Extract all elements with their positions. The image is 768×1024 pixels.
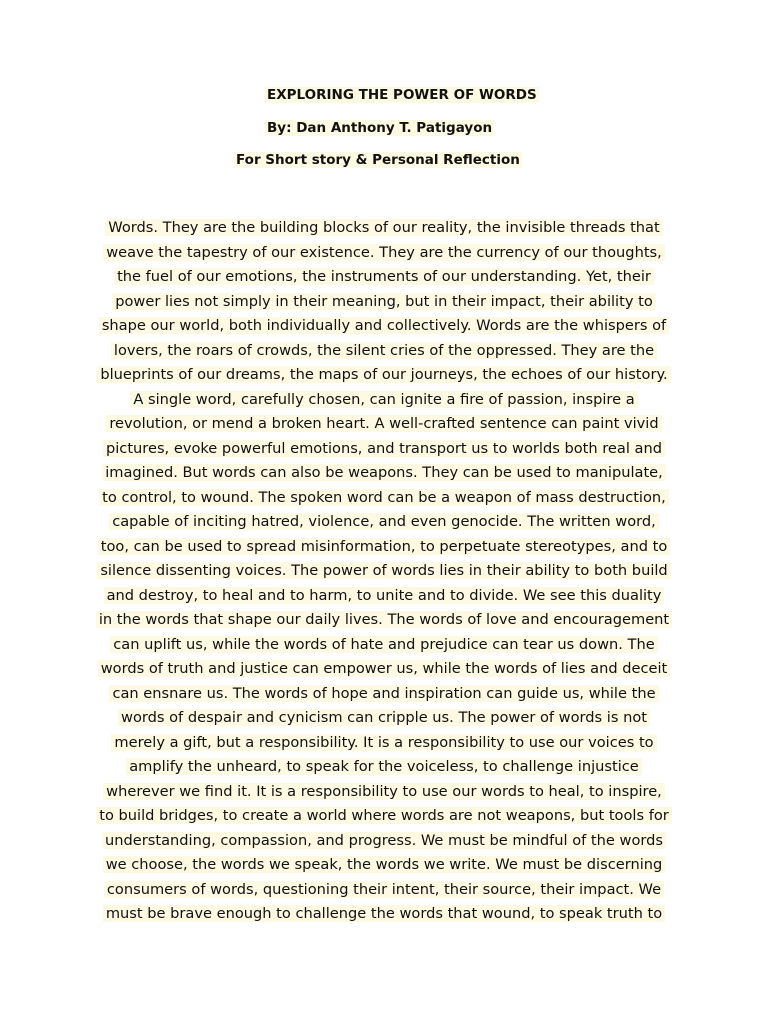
- body-line-text: the fuel of our emotions, the instruments of our understanding. Yet, their: [114, 268, 654, 285]
- body-line: [90, 633, 678, 658]
- body-line-text: can ensnare us. The words of hope and inspiration can guide us, while the: [109, 685, 658, 702]
- body-line-text: silence dissenting voices. The power of words lies in their ability to both build: [97, 562, 670, 579]
- body-line: [90, 755, 678, 780]
- body-line: [90, 853, 678, 878]
- body-line-text: wherever we find it. It is a responsibility to use our words to heal, to inspire,: [103, 783, 665, 800]
- body-line-text: to build bridges, to create a world where words are not weapons, but tools for: [96, 807, 672, 824]
- body-line: [90, 388, 678, 413]
- body-line: [90, 559, 678, 584]
- body-line: [90, 706, 678, 731]
- body-paragraph: [90, 216, 678, 927]
- body-line: [90, 902, 678, 927]
- body-line: [90, 216, 678, 241]
- body-line-text: revolution, or mend a broken heart. A well-crafted sentence can paint vivid: [106, 415, 661, 432]
- body-line: [90, 510, 678, 535]
- body-line: [90, 804, 678, 829]
- body-line: [90, 608, 678, 633]
- body-line-text: capable of inciting hatred, violence, and even genocide. The written word,: [109, 513, 659, 530]
- document-genre-text: For Short story & Personal Reflection: [236, 152, 520, 168]
- body-line: [90, 780, 678, 805]
- document-author: [265, 119, 494, 137]
- body-line: [90, 682, 678, 707]
- body-line-text: imagined. But words can also be weapons. They can be used to manipulate,: [102, 464, 666, 481]
- body-line-text: and destroy, to heal and to harm, to unite and to divide. We see this duality: [104, 587, 665, 604]
- body-line-text: words of truth and justice can empower us, while the words of lies and deceit: [98, 660, 671, 677]
- body-line: [90, 829, 678, 854]
- body-line-text: we choose, the words we speak, the words we write. We must be discerning: [103, 856, 666, 873]
- body-line: [90, 314, 678, 339]
- body-line-text: blueprints of our dreams, the maps of our journeys, the echoes of our history.: [97, 366, 670, 383]
- body-line: [90, 363, 678, 388]
- body-line: [90, 657, 678, 682]
- body-line: [90, 412, 678, 437]
- body-line: [90, 878, 678, 903]
- body-line-text: consumers of words, questioning their intent, their source, their impact. We: [104, 881, 664, 898]
- body-line-text: shape our world, both individually and collectively. Words are the whispers of: [99, 317, 669, 334]
- body-line-text: Words. They are the building blocks of our reality, the invisible threads that: [105, 219, 662, 236]
- body-line-text: amplify the unheard, to speak for the voiceless, to challenge injustice: [126, 758, 642, 775]
- body-line-text: merely a gift, but a responsibility. It is a responsibility to use our voices to: [111, 734, 656, 751]
- body-line: [90, 339, 678, 364]
- body-line: [90, 461, 678, 486]
- body-line: [90, 290, 678, 315]
- body-line-text: in the words that shape our daily lives. The words of love and encouragement: [96, 611, 672, 628]
- body-line-text: A single word, carefully chosen, can ignite a fire of passion, inspire a: [130, 391, 637, 408]
- body-line-text: lovers, the roars of crowds, the silent cries of the oppressed. They are the: [111, 342, 657, 359]
- document-title-text: EXPLORING THE POWER OF WORDS: [267, 87, 537, 103]
- body-line-text: weave the tapestry of our existence. They are the currency of our thoughts,: [103, 244, 665, 261]
- body-line-text: too, can be used to spread misinformation, to perpetuate stereotypes, and to: [98, 538, 671, 555]
- document-genre: [234, 151, 522, 169]
- body-line: [90, 535, 678, 560]
- body-line-text: can uplift us, while the words of hate and prejudice can tear us down. The: [110, 636, 657, 653]
- body-line: [90, 265, 678, 290]
- body-line: [90, 486, 678, 511]
- body-line-text: words of despair and cynicism can cripple us. The power of words is not: [118, 709, 650, 726]
- document-title: [265, 86, 539, 104]
- body-line: [90, 241, 678, 266]
- body-line-text: pictures, evoke powerful emotions, and transport us to worlds both real and: [103, 440, 665, 457]
- body-line-text: understanding, compassion, and progress. We must be mindful of the words: [102, 832, 666, 849]
- body-line-text: must be brave enough to challenge the words that wound, to speak truth to: [103, 905, 665, 922]
- body-line: [90, 584, 678, 609]
- body-line-text: to control, to wound. The spoken word can be a weapon of mass destruction,: [99, 489, 669, 506]
- document-author-text: By: Dan Anthony T. Patigayon: [267, 120, 493, 136]
- body-line-text: power lies not simply in their meaning, but in their impact, their ability to: [112, 293, 656, 310]
- body-line: [90, 437, 678, 462]
- body-line: [90, 731, 678, 756]
